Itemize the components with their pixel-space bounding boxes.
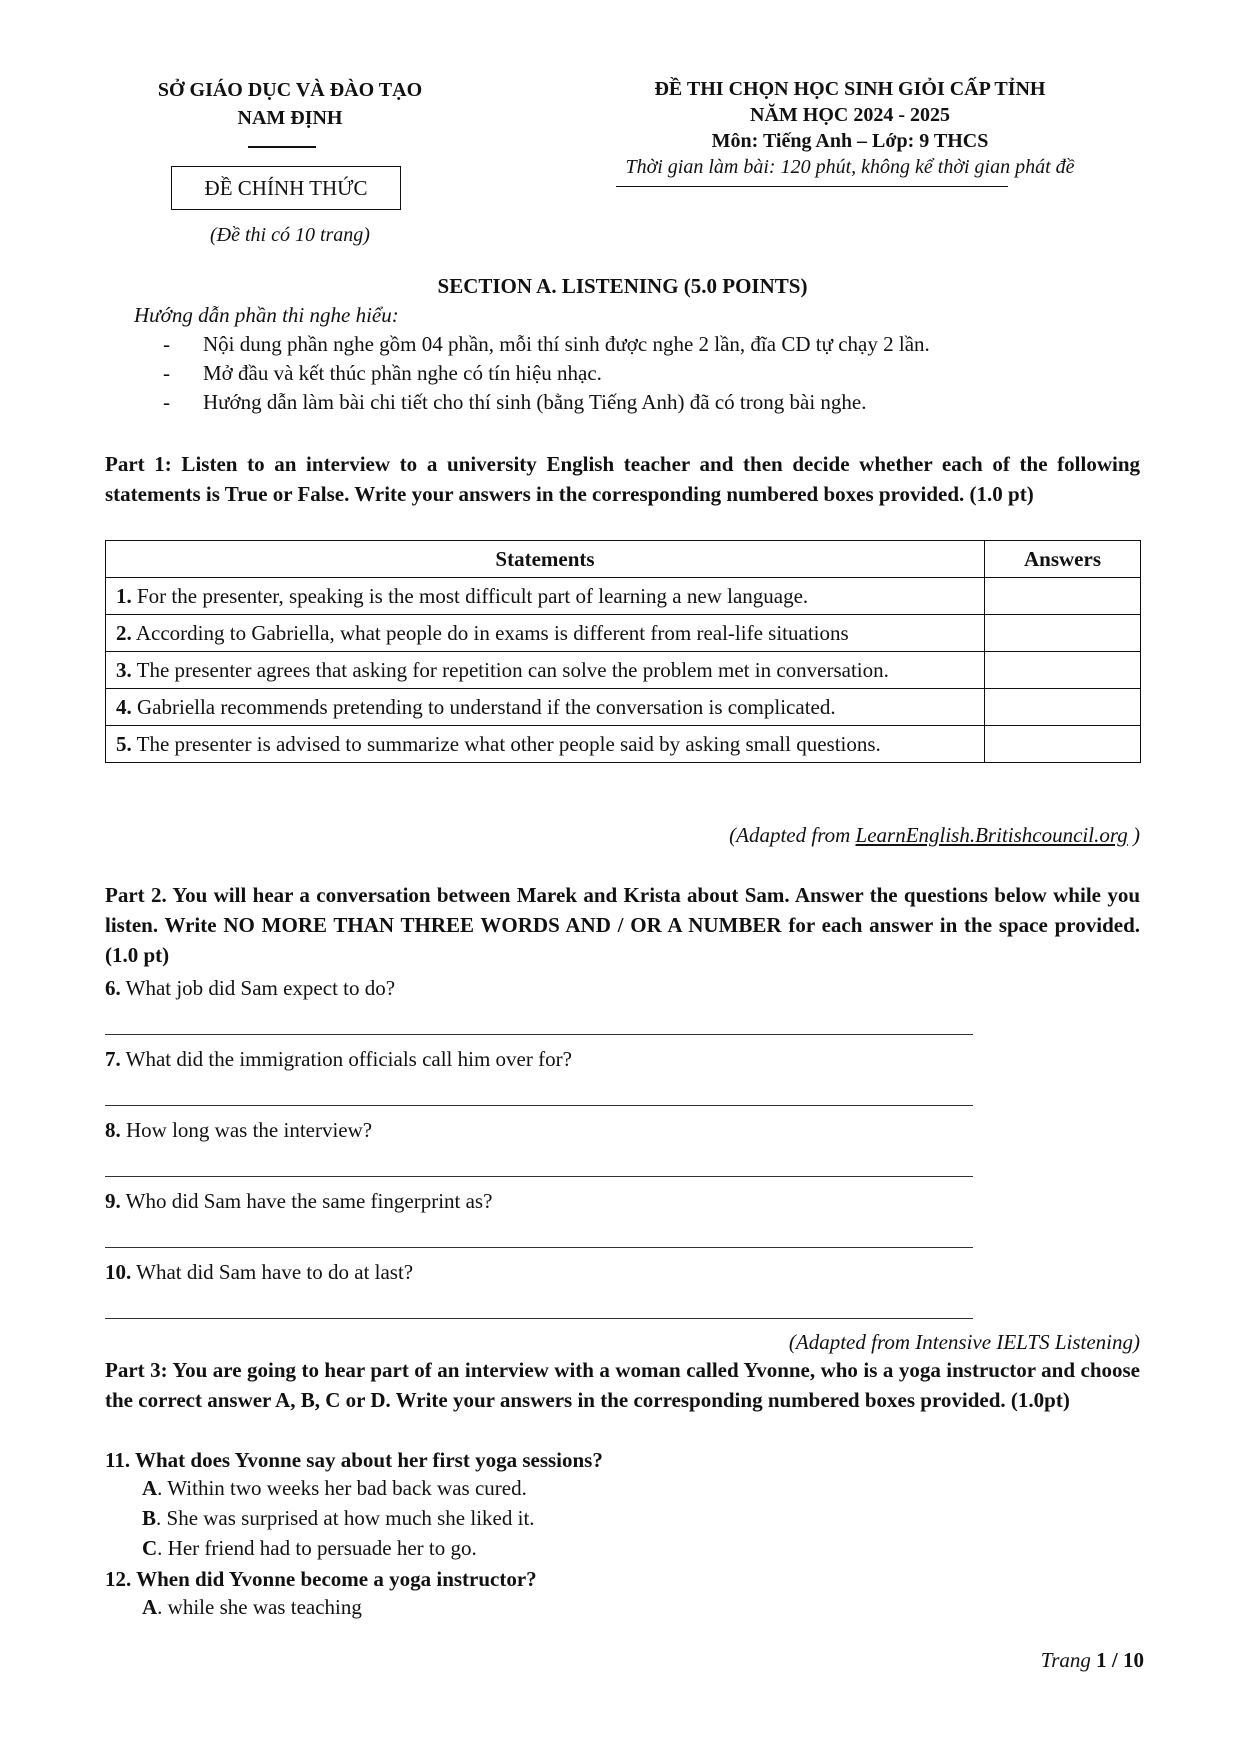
issuer-province: NAM ĐỊNH	[237, 107, 343, 129]
table-row	[106, 652, 1141, 689]
part1-source: (Adapted from LearnEnglish.Britishcouncil.org )	[729, 823, 1140, 847]
issuer-underline	[248, 146, 316, 148]
table-header-row	[106, 541, 1141, 578]
option-11-a[interactable]: A. Within two weeks her bad back was cured.	[142, 1476, 527, 1500]
option-11-b[interactable]: B. She was surprised at how much she liked it.	[142, 1506, 535, 1530]
question-9: 9. Who did Sam have the same fingerprint as?	[105, 1189, 493, 1213]
statement-cell: 2. According to Gabriella, what people do in exams is different from real-life situations	[106, 615, 985, 652]
exam-title-block	[540, 76, 1160, 180]
time-allowed: Thời gian làm bài: 120 phút, không kể thời gian phát đề	[625, 156, 1075, 178]
issuer-block	[110, 76, 470, 132]
question-7: 7. What did the immigration officials call him over for?	[105, 1047, 572, 1071]
page-count-note: (Đề thi có 10 trang)	[210, 224, 370, 246]
part1-instructions: Part 1: Listen to an interview to a university English teacher and then decide whether each of the following statements is True or False. Write your answers in the corresponding numbered boxes provided. (1.0 pt)	[105, 452, 1140, 506]
part1-table	[105, 540, 1141, 763]
answer-line-7[interactable]	[105, 1105, 973, 1106]
option-12-a[interactable]: A. while she was teaching	[142, 1595, 362, 1619]
exam-title: ĐỀ THI CHỌN HỌC SINH GIỎI CẤP TỈNH	[654, 78, 1046, 100]
school-year: NĂM HỌC 2024 - 2025	[750, 104, 950, 126]
statement-cell: 5. The presenter is advised to summarize what other people said by asking small questions.	[106, 726, 985, 763]
part2-instructions: Part 2. You will hear a conversation between Marek and Krista about Sam. Answer the questions below while you listen. Write NO MORE THAN THREE WORDS AND / OR A NUMBER for each answer in the space provided. (1.0 pt)	[105, 883, 1140, 967]
answer-box[interactable]	[985, 578, 1141, 615]
issuer-department: SỞ GIÁO DỤC VÀ ĐÀO TẠO	[157, 79, 423, 101]
answer-line-9[interactable]	[105, 1247, 973, 1248]
guide-item: - Mở đầu và kết thúc phần nghe có tín hiệu nhạc.	[163, 361, 602, 385]
source-link[interactable]: LearnEnglish.Britishcouncil.org	[855, 823, 1128, 847]
guide-title: Hướng dẫn phần thi nghe hiểu:	[134, 303, 399, 327]
part2-source: (Adapted from Intensive IELTS Listening)	[788, 1330, 1140, 1354]
answer-line-10[interactable]	[105, 1318, 973, 1319]
answers-header: Answers	[985, 541, 1141, 578]
page-footer: Trang 1 / 10	[1040, 1648, 1144, 1672]
table-row	[106, 689, 1141, 726]
statement-cell: 1. For the presenter, speaking is the most difficult part of learning a new language.	[106, 578, 985, 615]
question-10: 10. What did Sam have to do at last?	[105, 1260, 414, 1284]
part3-instructions: Part 3: You are going to hear part of an interview with a woman called Yvonne, who is a yoga instructor and choose the correct answer A, B, C or D. Write your answers in the corresponding numbered boxes provided. (1.0pt)	[105, 1358, 1140, 1412]
answer-line-6[interactable]	[105, 1034, 973, 1035]
answer-box[interactable]	[985, 726, 1141, 763]
page-number: 1 / 10	[1096, 1648, 1144, 1672]
official-exam-box: ĐỀ CHÍNH THỨC	[171, 166, 401, 210]
question-11: 11. What does Yvonne say about her first yoga sessions?	[105, 1448, 603, 1472]
question-6: 6. What job did Sam expect to do?	[105, 976, 396, 1000]
option-11-c[interactable]: C. Her friend had to persuade her to go.	[142, 1536, 477, 1560]
answer-box[interactable]	[985, 652, 1141, 689]
table-row	[106, 615, 1141, 652]
answer-line-8[interactable]	[105, 1176, 973, 1177]
question-12: 12. When did Yvonne become a yoga instructor?	[105, 1567, 537, 1591]
statements-header: Statements	[106, 541, 985, 578]
title-underline	[616, 186, 1008, 187]
statement-cell: 4. Gabriella recommends pretending to understand if the conversation is complicated.	[106, 689, 985, 726]
answer-box[interactable]	[985, 689, 1141, 726]
table-row	[106, 726, 1141, 763]
statement-cell: 3. The presenter agrees that asking for repetition can solve the problem met in conversation.	[106, 652, 985, 689]
subject-grade: Môn: Tiếng Anh – Lớp: 9 THCS	[711, 130, 989, 152]
table-row	[106, 578, 1141, 615]
guide-item: - Hướng dẫn làm bài chi tiết cho thí sinh (bằng Tiếng Anh) đã có trong bài nghe.	[163, 390, 867, 414]
question-8: 8. How long was the interview?	[105, 1118, 373, 1142]
section-title: SECTION A. LISTENING (5.0 POINTS)	[437, 274, 808, 298]
guide-item: - Nội dung phần nghe gồm 04 phần, mỗi thí sinh được nghe 2 lần, đĩa CD tự chạy 2 lần.	[163, 332, 930, 356]
answer-box[interactable]	[985, 615, 1141, 652]
